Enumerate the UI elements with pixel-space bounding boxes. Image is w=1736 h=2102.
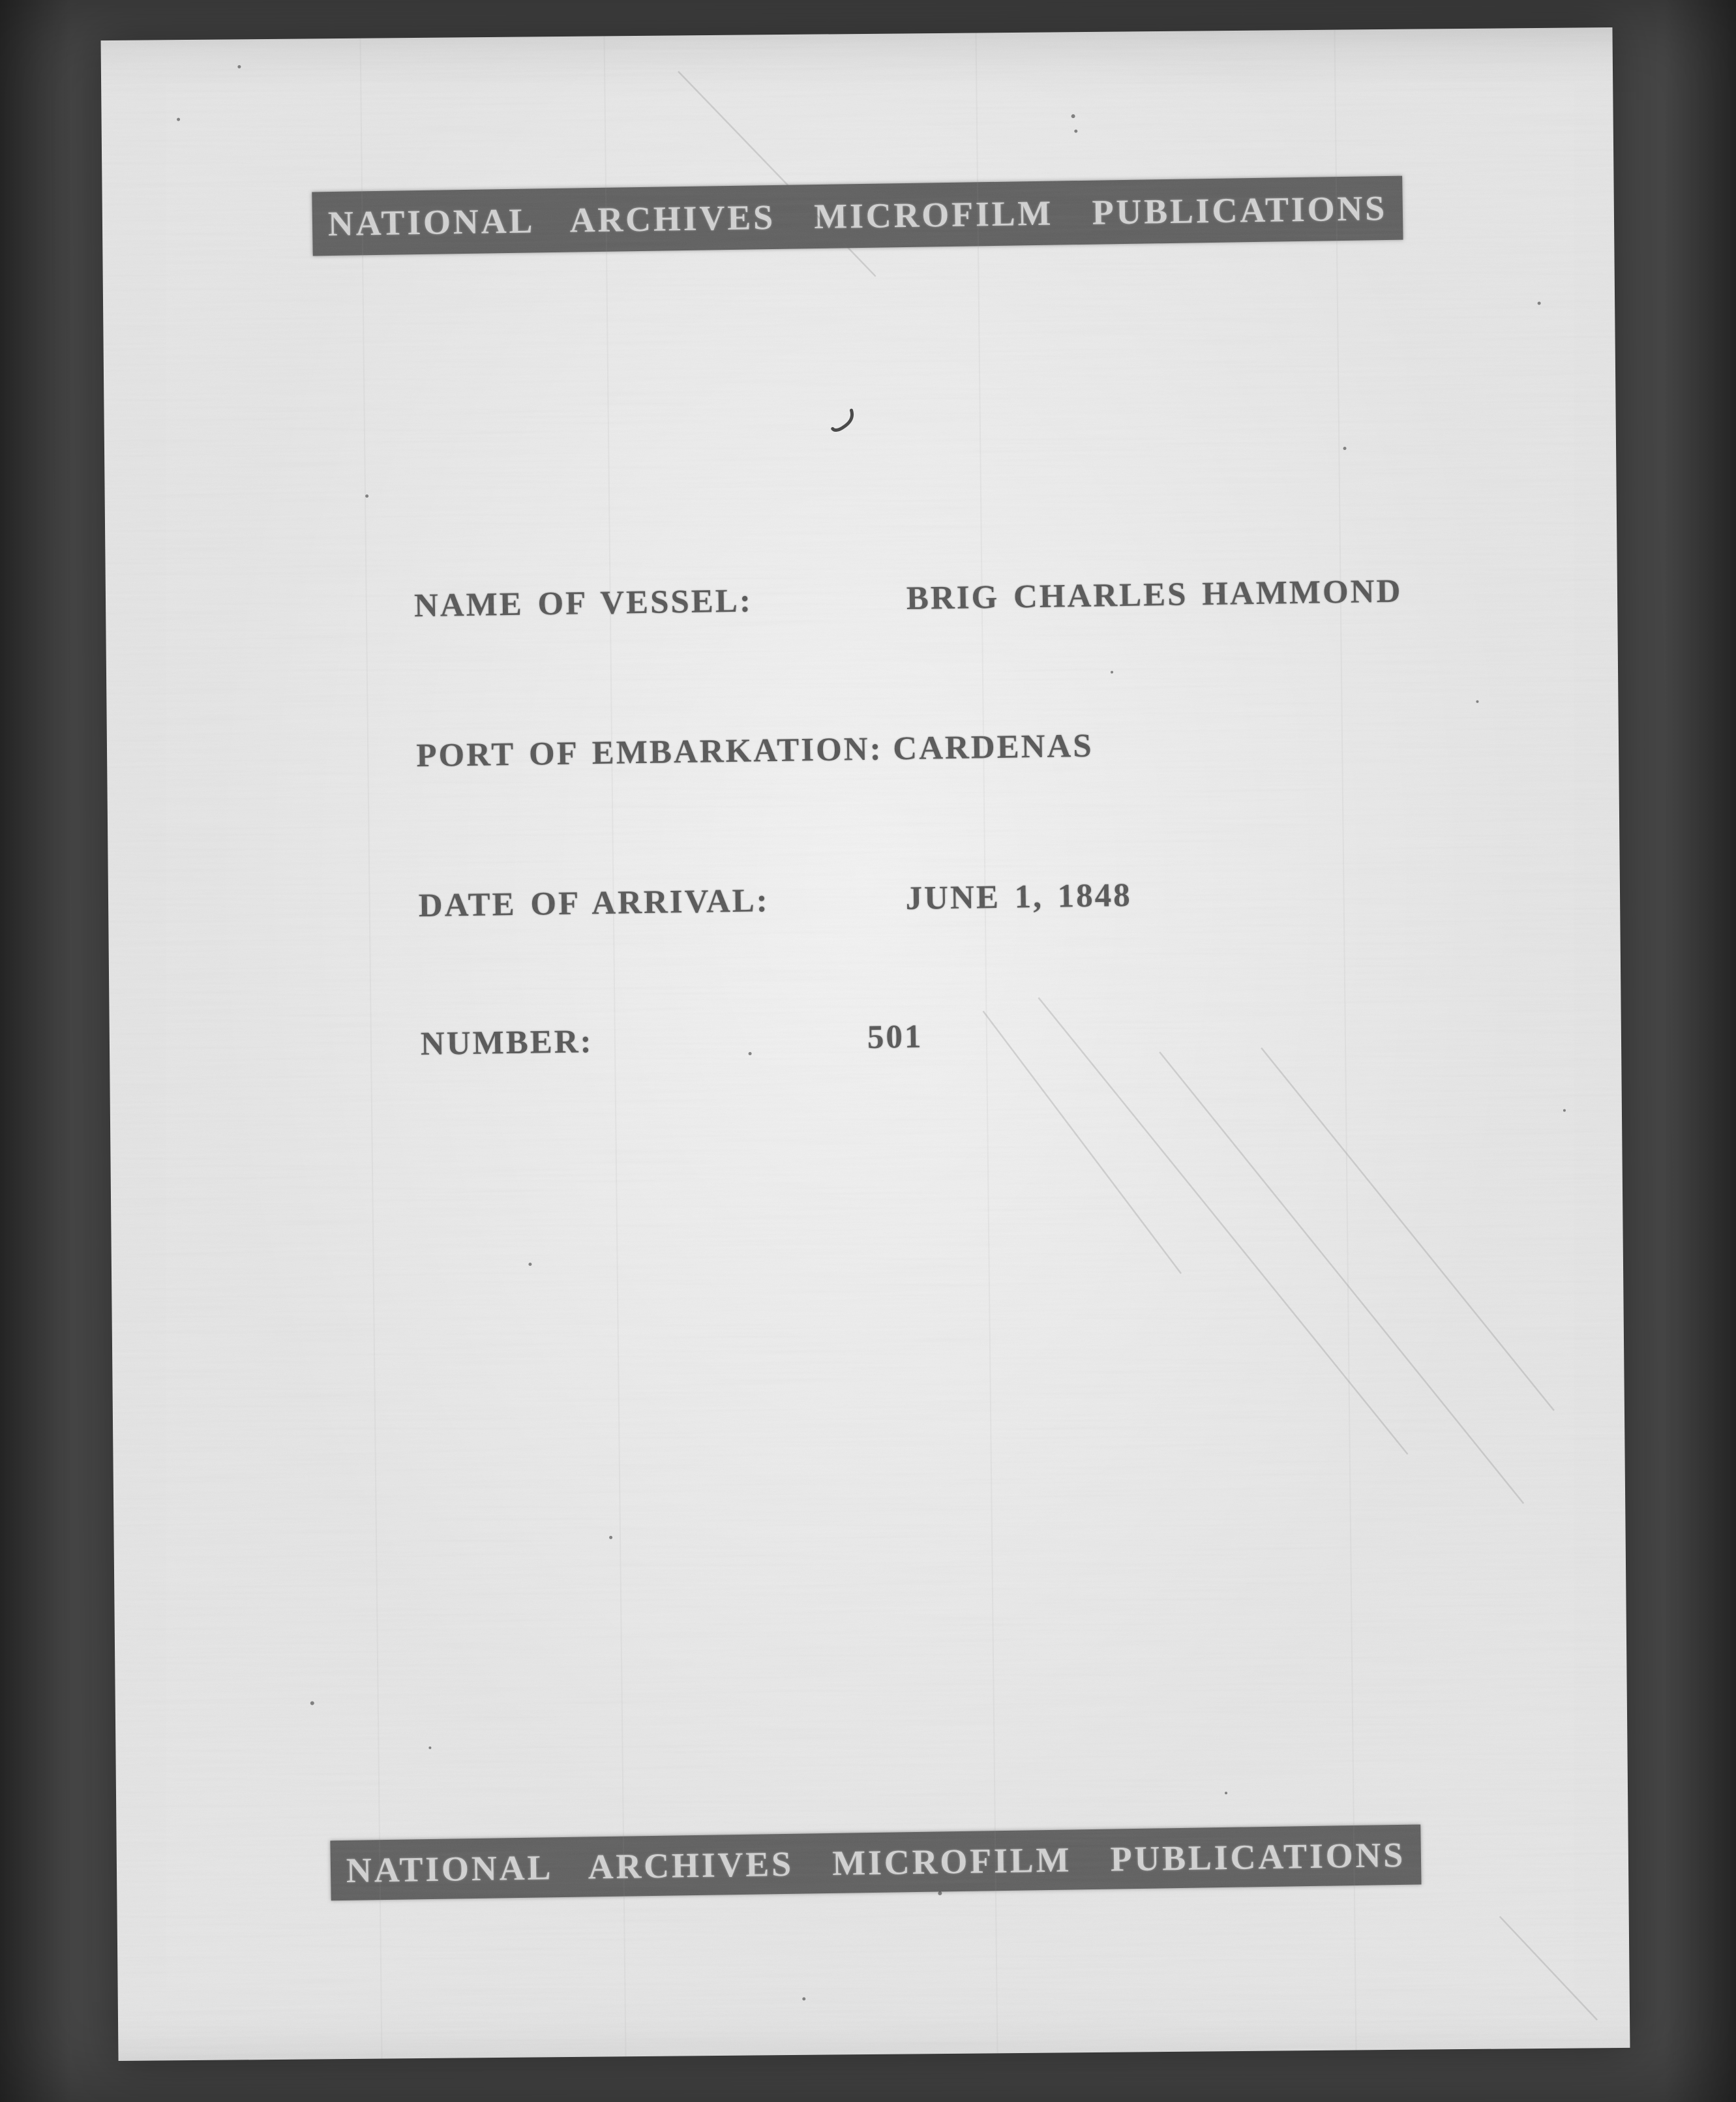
field-label-date-of-arrival: DATE OF ARRIVAL: <box>418 882 770 925</box>
field-row-port-of-embarkation <box>105 719 1617 787</box>
field-value-port-of-embarkation: CARDENAS <box>892 727 1094 768</box>
field-value-date-of-arrival: JUNE 1, 1848 <box>905 877 1133 918</box>
banner-top-text: NATIONAL ARCHIVES MICROFILM PUBLICATIONS <box>327 188 1388 244</box>
field-row-number <box>110 1008 1622 1075</box>
field-value-number: 501 <box>867 1018 923 1056</box>
field-row-date-of-arrival <box>107 869 1619 937</box>
scanned-page <box>101 27 1630 2061</box>
field-row-name-of-vessel <box>103 569 1615 637</box>
banner-bottom-text: NATIONAL ARCHIVES MICROFILM PUBLICATIONS <box>346 1835 1406 1890</box>
field-value-name-of-vessel: BRIG CHARLES HAMMOND <box>906 573 1403 617</box>
field-label-name-of-vessel: NAME OF VESSEL: <box>413 582 753 625</box>
field-label-number: NUMBER: <box>420 1023 593 1063</box>
field-list <box>95 23 1636 2065</box>
field-label-port-of-embarkation: PORT OF EMBARKATION: <box>415 730 883 775</box>
